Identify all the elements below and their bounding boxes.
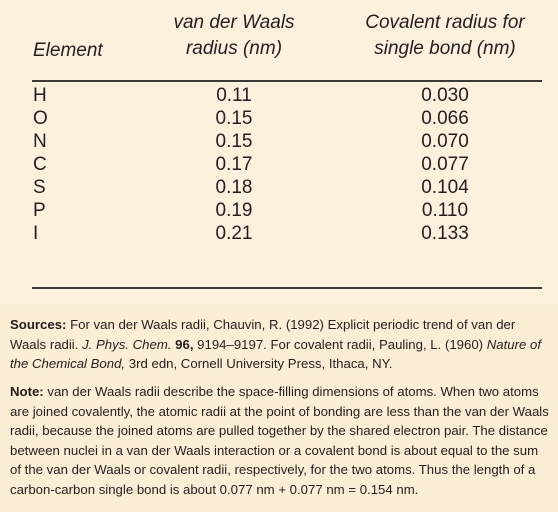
cell-vdw-radius: 0.15 [215, 108, 253, 129]
sources-journal: J. Phys. Chem. [82, 336, 172, 352]
cell-covalent-radius: 0.030 [421, 85, 469, 106]
header-rule [32, 80, 542, 82]
table-row [0, 107, 558, 130]
cell-vdw-radius: 0.11 [216, 85, 252, 106]
table-header [0, 0, 558, 78]
cell-element: I [33, 223, 39, 244]
header-van-der-waals-radius [164, 10, 304, 62]
cell-vdw-radius: 0.19 [215, 200, 253, 221]
cell-element: N [33, 131, 47, 152]
header-element: Element [33, 40, 103, 61]
sources-book: Nature of the Chemical Bond, [10, 336, 541, 371]
header-vdw-line1: van der Waals [173, 12, 295, 33]
sources-text-part3: 3rd edn, Cornell University Press, Ithaca, NY. [125, 356, 393, 371]
table-row [0, 130, 558, 153]
cell-covalent-radius: 0.070 [421, 131, 469, 152]
cell-element: O [33, 108, 48, 129]
cell-vdw-radius: 0.18 [215, 177, 253, 198]
header-covalent-radius [350, 10, 540, 62]
cell-element: C [33, 154, 47, 175]
table-footnotes [0, 305, 558, 512]
sources-volume: 96, [171, 336, 194, 352]
header-vdw-line2: radius (nm) [185, 38, 283, 59]
table-row [0, 84, 558, 107]
table-body [0, 84, 558, 245]
cell-vdw-radius: 0.17 [215, 154, 253, 175]
table-row [0, 153, 558, 176]
cell-element: P [33, 200, 46, 221]
header-cov-line1: Covalent radius for [365, 12, 525, 33]
table-row [0, 199, 558, 222]
sources-note [10, 315, 550, 374]
cell-covalent-radius: 0.110 [421, 200, 469, 221]
note-text: van der Waals radii describe the space-filling dimensions of atoms. When two atoms are joined covalently, the atomic radii at the point of bonding are less than the van der Waals radii, because the joined atoms are pulled together by the shared electron pair. The distance between nuclei in a van der Waals interaction or a covalent bond is about equal to the sum of the van der Waals or covalent radii, respectively, for the two atoms. Thus the length of a carbon-carbon single bond is about 0.077 nm + 0.077 nm = 0.154 nm. [10, 384, 549, 497]
table-row [0, 176, 558, 199]
table-bottom-rule [32, 287, 542, 289]
cell-vdw-radius: 0.21 [215, 223, 253, 244]
table-row [0, 222, 558, 245]
sources-label: Sources: [10, 317, 67, 332]
note-label: Note: [10, 384, 44, 399]
cell-covalent-radius: 0.066 [421, 108, 469, 129]
explanatory-note [10, 382, 550, 499]
cell-covalent-radius: 0.077 [421, 154, 469, 175]
sources-text-part2: 9194–9197. For covalent radii, Pauling, L. (1960) [193, 336, 487, 352]
cell-vdw-radius: 0.15 [215, 131, 253, 152]
cell-element: H [33, 85, 47, 106]
cell-element: S [33, 177, 46, 198]
sources-text-part1: For van der Waals radii, Chauvin, R. (1992) Explicit periodic trend of van der Waals radii. [10, 317, 516, 352]
header-cov-line2: single bond (nm) [374, 38, 516, 59]
cell-covalent-radius: 0.104 [421, 177, 469, 198]
cell-covalent-radius: 0.133 [421, 223, 469, 244]
